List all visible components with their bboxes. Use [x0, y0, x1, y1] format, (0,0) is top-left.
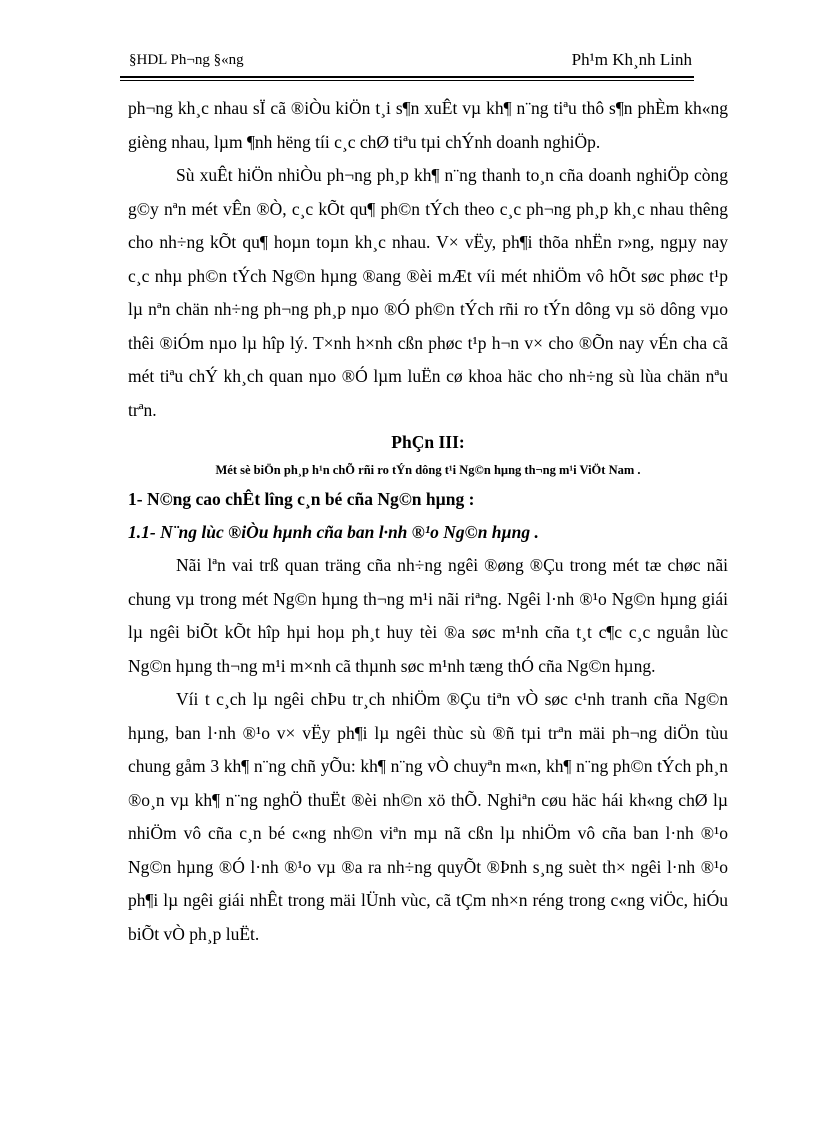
paragraph-2: Sù xuÊt hiÖn nhiÒu ph¬ng ph¸p kh¶ n¨ng thanh to¸n cña doanh nghiÖp còng g©y nªn mét vÊn ®Ò, c¸c kÕt qu¶ ph©n tÝch theo c¸c ph¬ng ph¸p kh¸c nhau thêng cho nh÷ng kÕt qu¶ hoµn toµn kh¸c nhau. V× vËy, ph¶i thõa nhËn r»ng, ngµy nay c¸c nhµ ph©n tÝch Ng©n hµng ®ang ®èi mÆt víi mét nhiÖm vô hÕt søc phøc t¹p lµ nªn chän nh÷ng ph¬ng ph¸p nµo ®Ó ph©n tÝch rñi ro tÝn dông vµ sö dông vµo thêi ®iÓm nµo lµ hîp lý. T×nh h×nh cßn phøc t¹p h¬n v× cho ®Õn nay vÉn cha cã mét tiªu chÝ kh¸ch quan nµo ®Ó lµm luËn cø khoa häc cho nh÷ng sù lùa chän nªu trªn. [128, 165, 728, 420]
header-rule [120, 76, 694, 78]
paragraph-1: ph¬ng kh¸c nhau sÏ cã ®iÒu kiÖn t¸i s¶n xuÊt vµ kh¶ n¨ng tiªu thô s¶n phÈm kh«ng gièng nhau, lµm ¶nh hëng tíi c¸c chØ tiªu tµi chÝnh doanh nghiÖp. [128, 98, 728, 152]
header-rule-thin [120, 80, 694, 81]
subsection-heading: 1.1- N¨ng lùc ®iÒu hµnh cña ban l·nh ®¹o Ng©n hµng . [128, 522, 539, 542]
section-heading: 1- N©ng cao chÊt lîng c¸n bé cña Ng©n hµng : [128, 489, 475, 509]
part-title: PhÇn III: [391, 432, 465, 452]
document-body [128, 92, 728, 951]
paragraph-4: Víi t c¸ch lµ ngêi chÞu tr¸ch nhiÖm ®Çu tiªn vÒ søc c¹nh tranh cña Ng©n hµng, ban l·nh ®¹o v× vËy ph¶i lµ ngêi thùc sù ®ñ tµi trªn mäi ph¬ng diÖn tùu chung gåm 3 kh¶ n¨ng chñ yÕu: kh¶ n¨ng vÒ chuyªn m«n, kh¶ n¨ng ph©n tÝch ph¸n ®o¸n vµ kh¶ n¨ng nghÖ thuËt ®èi nh©n xö thÕ. Nghiªn cøu häc hái kh«ng chØ lµ nhiÖm vô cña c¸n bé c«ng nh©n viªn mµ nã cßn lµ nhiÖm vô cña ban l·nh ®¹o Ng©n hµng ®Ó l·nh ®¹o vµ ®a ra nh÷ng quyÕt ®Þnh s¸ng suèt th× ngêi l·nh ®¹o ph¶i lµ ngêi giái nhÊt trong mäi lÜnh vùc, cã tÇm nh×n réng trong c«ng viÖc, hiÓu biÕt vÒ ph¸p luËt. [128, 689, 728, 944]
paragraph-3: Nãi lªn vai trß quan träng cña nh÷ng ngêi ®øng ®Çu trong mét tæ chøc nãi chung vµ trong mét Ng©n hµng th¬ng m¹i nãi riªng. Ngêi l·nh ®¹o Ng©n hµng giái lµ ngêi biÕt kÕt hîp hµi hoµ ph¸t huy tèi ®a søc m¹nh cña t¸t c¶c c¸c nguån lùc Ng©n hµng th¬ng m¹i m×nh cã thµnh søc m¹nh tæng thÓ cña Ng©n hµng. [128, 555, 728, 676]
header-right-text: Ph¹m Kh¸nh Linh [571, 50, 692, 69]
page-header [120, 50, 694, 74]
part-subtitle: Mét sè biÖn ph¸p h¹n chÕ rñi ro tÝn dông t¹i Ng©n hµng th¬ng m¹i ViÖt Nam . [215, 463, 641, 477]
header-left-text: §HDL Ph¬ng §«ng [129, 52, 244, 68]
